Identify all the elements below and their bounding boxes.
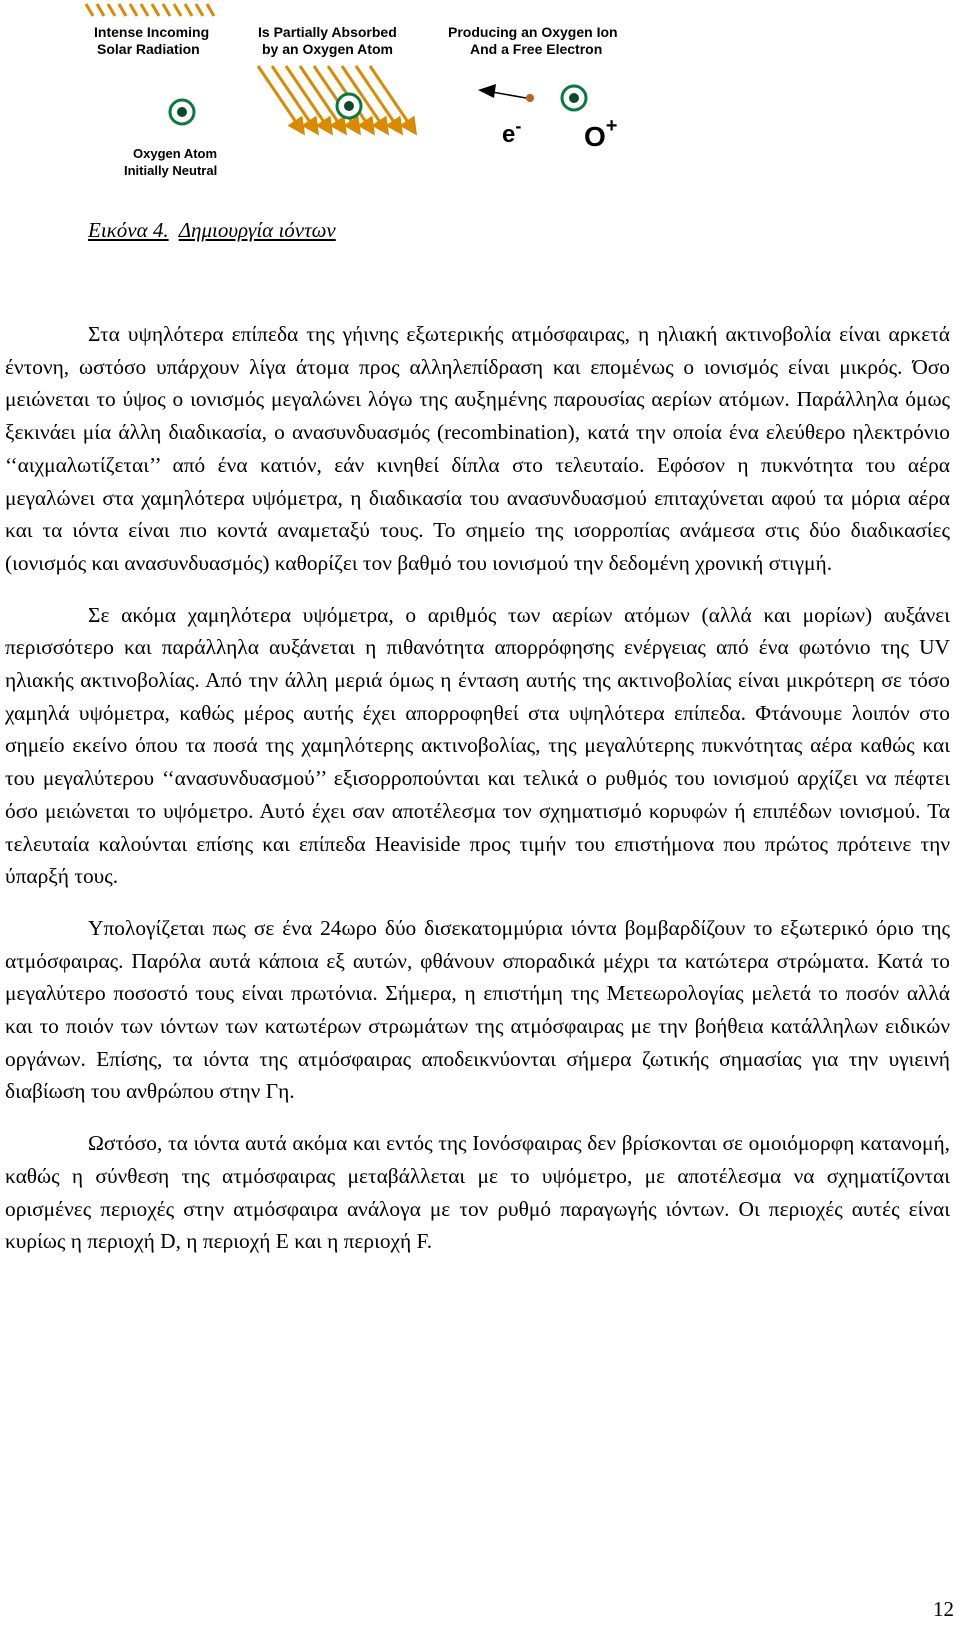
caption-prefix: Εικόνα 4. bbox=[88, 218, 169, 242]
electron-arrow bbox=[478, 84, 534, 102]
body-text bbox=[5, 318, 950, 1277]
caption-title: Δημιουργία ιόντων bbox=[178, 218, 336, 242]
absorbed-radiation-rays bbox=[258, 66, 412, 128]
producing-label-line1: Producing an Oxygen Ion bbox=[448, 24, 618, 40]
incoming-radiation-rays bbox=[86, 4, 214, 16]
atom-label-line1: Oxygen Atom bbox=[133, 146, 218, 161]
oxygen-ion bbox=[562, 86, 586, 110]
incoming-label-line1: Intense Incoming bbox=[94, 24, 210, 40]
paragraph: Στα υψηλότερα επίπεδα της γήινης εξωτερικής ατμόσφαιρας, η ηλιακή ακτινοβολία είναι αρκετά έντονη, ωστόσο υπάρχουν λίγα άτομα προς αλληλεπίδραση και επομένως ο ιονισμός είναι μικρός. Όσο μειώνεται το ύψος ο ιονισμός μεγαλώνει λόγω της αυξημένης παρουσίας αερίων ατόμων. Παράλληλα όμως ξεκινάει μία άλλη διαδικασία, ο ανασυνδυασμός (recombination), κατά την οποία ένα ελεύθερο ηλεκτρόνιο ‘‘αιχμαλωτίζεται’’ από ένα κατιόν, εάν κινηθεί δίπλα στο τελευταίο. Εφόσον η πυκνότητα του αέρα μεγαλώνει στα χαμηλότερα υψόμετρα, η διαδικασία του ανασυνδυασμού επιταχύνεται αφού τα μόρια αέρα και τα ιόντα είναι πιο κοντά αναμεταξύ τους. Το σημείο της ισορροπίας ανάμεσα στις δύο διαδικασίες (ιονισμός και ανασυνδυασμός) καθορίζει τον βαθμό του ιονισμού την δεδομένη χρονική στιγμή. bbox=[5, 322, 950, 575]
ion-symbol: O+ bbox=[584, 115, 618, 152]
oxygen-atom-absorbing bbox=[337, 94, 361, 118]
electron-symbol: e- bbox=[502, 116, 522, 148]
ionization-figure bbox=[0, 0, 680, 195]
page-number: 12 bbox=[933, 1597, 954, 1621]
incoming-label-line2: Solar Radiation bbox=[97, 41, 200, 57]
paragraph: Ωστόσο, τα ιόντα αυτά ακόμα και εντός της Ιονόσφαιρας δεν βρίσκονται σε ομοιόμορφη κατανομή, καθώς η σύνθεση της ατμόσφαιρας μεταβάλλεται με το υψόμετρο, με αποτέλεσμα να σχηματίζονται ορισμένες περιοχές στην ατμόσφαιρα ανάλογα με τον ρυθμό παραγωγής ιόντων. Οι περιοχές αυτές είναι κυρίως η περιοχή D, η περιοχή E και η περιοχή F. bbox=[5, 1131, 950, 1254]
absorbed-label-line1: Is Partially Absorbed bbox=[258, 24, 397, 40]
oxygen-atom-neutral bbox=[170, 100, 194, 124]
producing-label-line2: And a Free Electron bbox=[470, 41, 603, 57]
figure-caption bbox=[88, 218, 336, 243]
paragraph: Υπολογίζεται πως σε ένα 24ωρο δύο δισεκατομμύρια ιόντα βομβαρδίζουν το εξωτερικό όριο της ατμόσφαιρας. Παρόλα αυτά κάποια εξ αυτών, φθάνουν σποραδικά μέχρι τα κατώτερα στρώματα. Κατά το μεγαλύτερο ποσοστό τους είναι πρωτόνια. Σήμερα, η επιστήμη της Μετεωρολογίας μελετά το ποσόν αλλά και το ποιόν των ιόντων των κατωτέρων στρωμάτων της ατμόσφαιρας με την βοήθεια κατάλληλων ειδικών οργάνων. Επίσης, τα ιόντα της ατμόσφαιρας αποδεικνύονται σήμερα ζωτικής σημασίας για την υγιεινή διαβίωση του ανθρώπου στην Γη. bbox=[5, 915, 950, 1104]
paragraph: Σε ακόμα χαμηλότερα υψόμετρα, ο αριθμός των αερίων ατόμων (αλλά και μορίων) αυξάνει περισσότερο και παράλληλα αυξάνεται η πιθανότητα απορρόφησης ενέργειας από ένα φωτόνιο της UV ηλιακής ακτινοβολίας. Από την άλλη μεριά όμως η ένταση αυτής της ακτινοβολίας είναι μικρότερη σε τόσο χαμηλά υψόμετρα, καθώς μέρος αυτής έχει απορροφηθεί στα υψηλότερα επίπεδα. Φτάνουμε λοιπόν στο σημείο εκείνο όπου τα ποσά της χαμηλότερης ακτινοβολίας, της μεγαλύτερης πυκνότητας αέρα καθώς και του μεγαλύτερου ‘‘ανασυνδυασμού’’ εξισορροπούνται και τελικά ο ρυθμός του ιονισμού αρχίζει να πέφτει όσο μειώνεται το υψόμετρο. Αυτό έχει σαν αποτέλεσμα τον σχηματισμό κορυφών ή επιπέδων ιονισμού. Τα τελευταία καλούνται επίσης και επίπεδα Heaviside προς τιμήν του επιστήμονα που πρώτος πρότεινε την ύπαρξή τους. bbox=[5, 602, 950, 889]
atom-label-line2: Initially Neutral bbox=[124, 163, 218, 178]
absorbed-label-line2: by an Oxygen Atom bbox=[262, 41, 393, 57]
